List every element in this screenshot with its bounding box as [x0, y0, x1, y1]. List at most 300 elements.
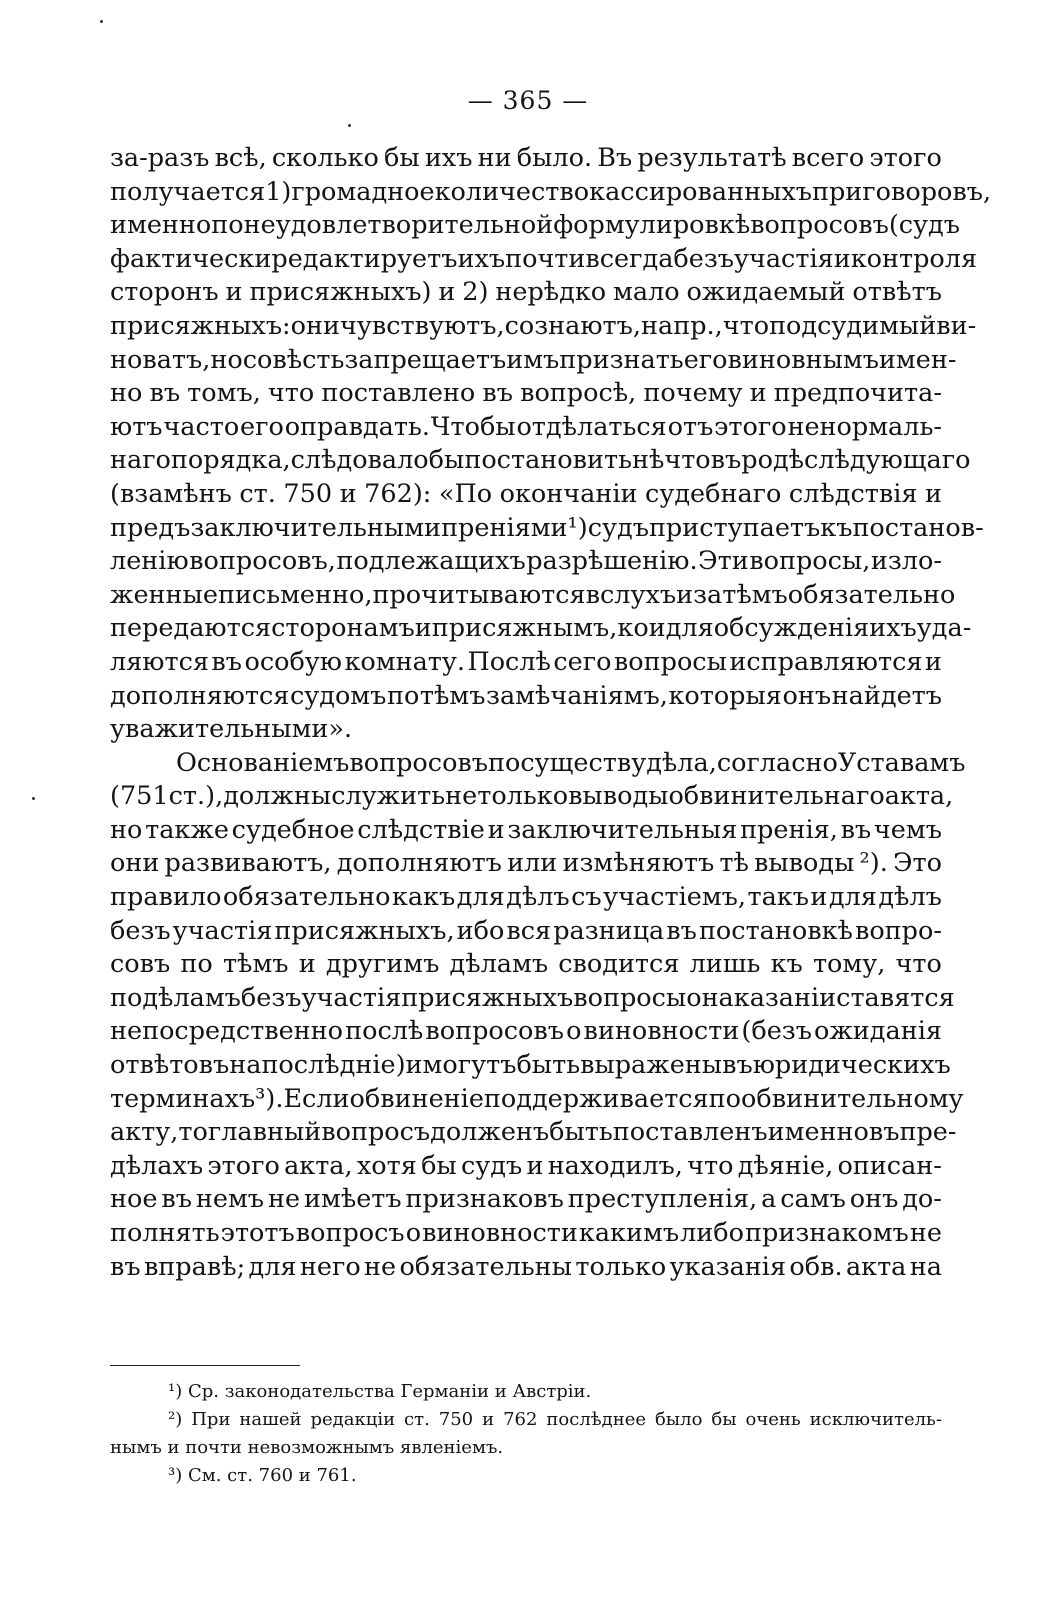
word: обязательно [222, 882, 391, 913]
word: на [229, 1050, 262, 1081]
word: было. [516, 143, 593, 173]
word: не [364, 1251, 397, 1282]
word: служить [331, 781, 446, 812]
word: совъ [110, 949, 171, 980]
word: описан- [837, 1150, 942, 1181]
word: по [180, 949, 213, 980]
text-line [110, 1217, 942, 1251]
word: отдѣлаться [516, 411, 667, 442]
word: согласно [716, 747, 838, 778]
word: ст. [239, 478, 276, 509]
word: присяжныхъ, [274, 915, 455, 946]
word: ляются [110, 646, 209, 677]
word: о [405, 1218, 422, 1248]
word: акта, [884, 781, 954, 812]
word: сводится [558, 949, 680, 980]
word: какимъ [578, 1218, 680, 1248]
word: по [211, 210, 244, 241]
word: Если [283, 1083, 350, 1114]
word: вопросы, [749, 546, 871, 577]
footnote-3: ³) См. ст. 760 и 761. [168, 1465, 357, 1486]
word: признать [559, 344, 684, 375]
word: безъ [110, 915, 171, 946]
word: 1) [265, 176, 292, 207]
word: преніями [441, 512, 568, 543]
word: по [386, 680, 420, 711]
word: тому, [812, 949, 886, 980]
footnote-2 [110, 1406, 942, 1434]
word: 750 [438, 1409, 474, 1430]
word: его [683, 344, 728, 375]
word: въ [722, 1050, 753, 1081]
word: сторонъ [110, 277, 219, 308]
word: послѣдніе) [261, 1050, 406, 1081]
word: ихъ [869, 613, 917, 644]
word: не [909, 1218, 942, 1248]
word: новатъ, [110, 344, 211, 375]
text-line [110, 680, 942, 714]
word: чемъ [873, 814, 942, 845]
word: приговоровъ, [811, 176, 992, 207]
word: быть [516, 1050, 581, 1081]
text-line [110, 243, 978, 277]
word: уда- [916, 613, 972, 644]
word: судъ [587, 512, 649, 543]
word: дополняются [110, 680, 290, 711]
word: слѣдовало [290, 445, 429, 476]
word: и [225, 277, 243, 308]
word: для [456, 882, 505, 913]
word: ³). [255, 1083, 284, 1114]
word: но [110, 378, 143, 409]
word: ст. [404, 1409, 430, 1430]
text-line [110, 344, 957, 378]
word: бы [711, 1409, 737, 1430]
word: находилъ, [547, 1150, 683, 1181]
word: имѣетъ [303, 1184, 402, 1215]
word: 762): [364, 478, 432, 509]
word: по [110, 982, 143, 1013]
word: только [477, 781, 569, 812]
word: Послѣ [467, 646, 551, 677]
word: вправѣ; [143, 1251, 246, 1282]
word: особую [244, 646, 343, 677]
word: и [438, 277, 456, 308]
word: слѣдствіе [357, 814, 485, 845]
word: о [566, 1016, 582, 1047]
word: въ [110, 1251, 141, 1282]
word: подсудимый [769, 310, 937, 341]
word: и [749, 378, 767, 409]
word: юридическихъ [752, 1050, 951, 1081]
text-line [110, 377, 942, 411]
word: судъ [460, 1150, 523, 1181]
word: измѣняютъ [562, 848, 715, 879]
word: выводы [754, 848, 855, 879]
word: и [924, 646, 942, 677]
word: замѣчаніямъ, [486, 680, 668, 711]
word: бы [428, 445, 465, 476]
word: указанія [669, 1251, 787, 1282]
word: Уставамъ [837, 747, 966, 778]
word: присяжнымъ, [431, 613, 618, 644]
word: вопросы [613, 646, 727, 677]
word: именно [767, 1117, 869, 1148]
word: судебнаго [645, 478, 782, 509]
word: съ [571, 882, 602, 913]
word: (безъ [741, 1016, 812, 1047]
word: всегда [585, 243, 674, 274]
word: (судъ [888, 210, 960, 241]
word: Эти [698, 546, 749, 577]
word: запрещаетъ [344, 344, 507, 375]
word: окончаніи [499, 478, 638, 509]
paragraph-1 [110, 142, 992, 747]
word: преступленія, [567, 1184, 758, 1215]
word: сознаютъ, [504, 310, 641, 341]
text-line [110, 881, 942, 915]
word: въ [149, 378, 181, 409]
word: его [240, 411, 284, 442]
word: и [339, 478, 357, 509]
main-text [110, 142, 992, 1284]
word: сторонамъ [271, 613, 415, 644]
word: послѣднее [546, 1409, 646, 1430]
word: виновности [422, 1218, 578, 1248]
word: ви- [936, 310, 977, 341]
word: акта, [284, 1150, 353, 1181]
word: о [686, 982, 702, 1013]
word: (взамѣнъ [110, 478, 232, 509]
word: редактируетъ [271, 243, 458, 274]
word: постановкѣ [698, 915, 853, 946]
word: вопросѣ, [520, 378, 637, 409]
word: не [267, 1184, 301, 1215]
word: формулировкѣ [553, 210, 751, 241]
word: «По [438, 478, 493, 509]
text-line [110, 1183, 942, 1217]
word: за-разъ [110, 143, 210, 173]
print-speck [32, 797, 35, 800]
word: лишь [689, 949, 761, 980]
word: то [178, 1117, 208, 1148]
text-line [110, 276, 942, 310]
word: пренія, [740, 814, 838, 845]
word: дѣяніе, [737, 1150, 834, 1181]
word: ихъ [457, 243, 506, 274]
text-line [110, 579, 956, 613]
word: либо [680, 1218, 744, 1248]
word: терминахъ [110, 1083, 256, 1114]
word: и [810, 882, 828, 913]
word: виновнымъ [727, 344, 879, 375]
word: пре- [899, 1117, 957, 1148]
word: Въ [597, 143, 633, 173]
word: выражены [580, 1050, 723, 1081]
word: контроля [850, 243, 978, 274]
word: какъ [391, 882, 456, 913]
word: обвиненіе [349, 1083, 484, 1114]
word: вопросъ [321, 1117, 431, 1148]
word: постановить [464, 445, 632, 476]
text-line: уважительными». [110, 714, 353, 745]
word: количество [434, 176, 590, 207]
word: бы [383, 143, 420, 173]
word: тѣмъ [222, 949, 289, 980]
word: немъ [195, 1184, 265, 1215]
word: совѣсть [242, 344, 345, 375]
word: въ [868, 1117, 900, 1148]
word: для [248, 1251, 297, 1282]
word: другимъ [325, 949, 440, 980]
word: 2) [462, 277, 489, 308]
print-speck [100, 20, 103, 23]
text-line [110, 1049, 951, 1083]
word: ²) [168, 1409, 183, 1430]
word: въ [666, 915, 697, 946]
word: нѣчто [631, 445, 711, 476]
word: и [405, 1050, 423, 1081]
word: подлежащихъ [336, 546, 526, 577]
text-line [110, 444, 971, 478]
word: разрѣшенію. [526, 546, 698, 577]
word: результатѣ [637, 143, 787, 173]
word: дополняютъ [336, 848, 502, 879]
word: въ [211, 646, 243, 677]
text-line [110, 209, 960, 243]
word: оправдать. [284, 411, 430, 442]
word: очень [745, 1409, 801, 1430]
word: прочитываются [372, 579, 586, 610]
word: ст.), [168, 781, 224, 812]
word: къ [820, 512, 853, 543]
word: обязательны [399, 1251, 572, 1282]
word: напр., [641, 310, 723, 341]
word: вопросъ [295, 1218, 405, 1248]
word: выводы [568, 781, 669, 812]
word: судебное [231, 814, 355, 845]
word: и [414, 613, 432, 644]
word: и [298, 949, 316, 980]
word: виновности [583, 1016, 740, 1047]
word: и [487, 814, 505, 845]
word: признаковъ [405, 1184, 564, 1215]
word: вопросовъ [349, 747, 489, 778]
word: часто [163, 411, 240, 442]
word: ихъ [424, 143, 473, 173]
word: ютъ [110, 411, 163, 442]
word: заключительными [190, 512, 442, 543]
word: редакціи [310, 1409, 396, 1430]
word: кассированныхъ [589, 176, 812, 207]
word: приступаетъ [648, 512, 821, 543]
word: отвѣтовъ [110, 1050, 230, 1081]
word: 750 [283, 478, 333, 509]
word: и [833, 243, 851, 274]
word: а [761, 1184, 777, 1215]
word: ожидаемый [686, 277, 846, 308]
word: главный [207, 1117, 322, 1148]
text-line [110, 948, 942, 982]
word: Основаніемъ [176, 747, 350, 778]
word: и [924, 478, 942, 509]
word: на [909, 1251, 942, 1282]
word: которыя [668, 680, 782, 711]
word: въ [482, 378, 513, 409]
word: этотъ [220, 1218, 295, 1248]
word: мало [613, 277, 680, 308]
word: При [191, 1409, 231, 1430]
word: ибо [456, 915, 505, 946]
word: въ [161, 1184, 192, 1215]
word: ²). [859, 848, 888, 879]
word: тѣ [719, 848, 749, 879]
word: именно [110, 210, 212, 241]
word: письменно, [217, 579, 373, 610]
page-number: — 365 — [467, 86, 589, 115]
word: и [526, 1150, 544, 1181]
word: признакомъ [745, 1218, 909, 1248]
word: ожиданія [814, 1016, 942, 1047]
text-line [110, 982, 955, 1016]
word: обсужденія [713, 613, 870, 644]
word: исключитель- [809, 1409, 942, 1430]
word: онъ [849, 1184, 899, 1215]
word: обязательно [787, 579, 956, 610]
text-line [110, 411, 942, 445]
word: тѣмъ [419, 680, 486, 711]
text-line [110, 780, 954, 814]
word: участіемъ, [603, 882, 746, 913]
print-speck [348, 124, 351, 127]
word: обвинительному [741, 1083, 964, 1114]
word: дѣламъ [142, 982, 241, 1013]
text-line [110, 646, 942, 680]
word: было [654, 1409, 703, 1430]
word: Это [893, 848, 942, 879]
word: ное [110, 1184, 158, 1215]
word: вопросовъ, [189, 546, 336, 577]
word: и [482, 1409, 495, 1430]
word: дѣла, [646, 747, 717, 778]
word: въ [840, 814, 872, 845]
word: правило [110, 882, 222, 913]
word: только [575, 1251, 667, 1282]
word: поставлено [321, 378, 476, 409]
word: почему [643, 378, 743, 409]
word: или [507, 848, 558, 879]
word: самъ [780, 1184, 846, 1215]
word: участія [301, 982, 402, 1013]
word: вслухъ [585, 579, 677, 610]
word: постанов- [852, 512, 984, 543]
word: вопросовъ [425, 1016, 564, 1047]
word: участія [172, 915, 273, 946]
word: ненормаль- [787, 411, 942, 442]
word: присяжныхъ [401, 982, 574, 1013]
text-line [110, 814, 942, 848]
word: но [210, 344, 243, 375]
word: этого [869, 143, 942, 173]
word: нерѣдко [495, 277, 607, 308]
word: такъ [747, 882, 809, 913]
word: долженъ [430, 1117, 550, 1148]
text-line [110, 1116, 957, 1150]
word: слѣдующаго [804, 445, 971, 476]
word: предпочита- [773, 378, 942, 409]
text-line [110, 915, 942, 949]
word: также [145, 814, 229, 845]
word: послѣ [345, 1016, 424, 1047]
word: присяжныхъ: [110, 310, 291, 341]
word: ¹) [567, 512, 588, 543]
word: передаются [110, 613, 272, 644]
word: неудовлетворительной [243, 210, 554, 241]
word: судомъ [289, 680, 387, 711]
text-line [110, 847, 942, 881]
word: для [665, 613, 714, 644]
word: могутъ [422, 1050, 517, 1081]
word: обвинительнаго [668, 781, 885, 812]
word: слѣдствія [788, 478, 918, 509]
text-line [110, 1083, 964, 1117]
word: не [445, 781, 478, 812]
word: ленію [110, 546, 189, 577]
text-line [110, 1015, 942, 1049]
word: изло- [870, 546, 942, 577]
word: сколько [271, 143, 379, 173]
word: всего [791, 143, 865, 173]
word: женные [110, 579, 218, 610]
word: присяжныхъ) [249, 277, 432, 308]
word: всѣ, [214, 143, 267, 173]
word: чувствуютъ, [340, 310, 505, 341]
word: отъ [667, 411, 714, 442]
text-line [110, 478, 942, 512]
word: хотя [356, 1150, 417, 1181]
word: дѣлахъ [110, 1150, 204, 1181]
word: акта [845, 1251, 907, 1282]
footnotes [110, 1378, 942, 1490]
text-line [110, 176, 992, 210]
word: развиваютъ, [164, 848, 332, 879]
word: (751 [110, 781, 169, 812]
word: въ [710, 445, 742, 476]
word: него [299, 1251, 361, 1282]
word: дѣлъ [506, 882, 570, 913]
word: до- [902, 1184, 942, 1215]
text-line [110, 1150, 942, 1184]
word: дѣлъ [878, 882, 942, 913]
word: они [290, 310, 340, 341]
word: томъ, [187, 378, 261, 409]
word: найдетъ [831, 680, 942, 711]
text-line [110, 512, 984, 546]
word: вся [506, 915, 552, 946]
word: этого [207, 1150, 280, 1181]
word: быть [549, 1117, 613, 1148]
text-line [110, 310, 977, 344]
word: 762 [503, 1409, 538, 1430]
text-line [110, 142, 942, 176]
word: къ [770, 949, 803, 980]
word: громадное [291, 176, 435, 207]
word: заключительныя [507, 814, 738, 845]
word: исправляются [729, 646, 923, 677]
text-line [110, 612, 972, 646]
word: должны [223, 781, 332, 812]
word: дѣламъ [449, 949, 549, 980]
